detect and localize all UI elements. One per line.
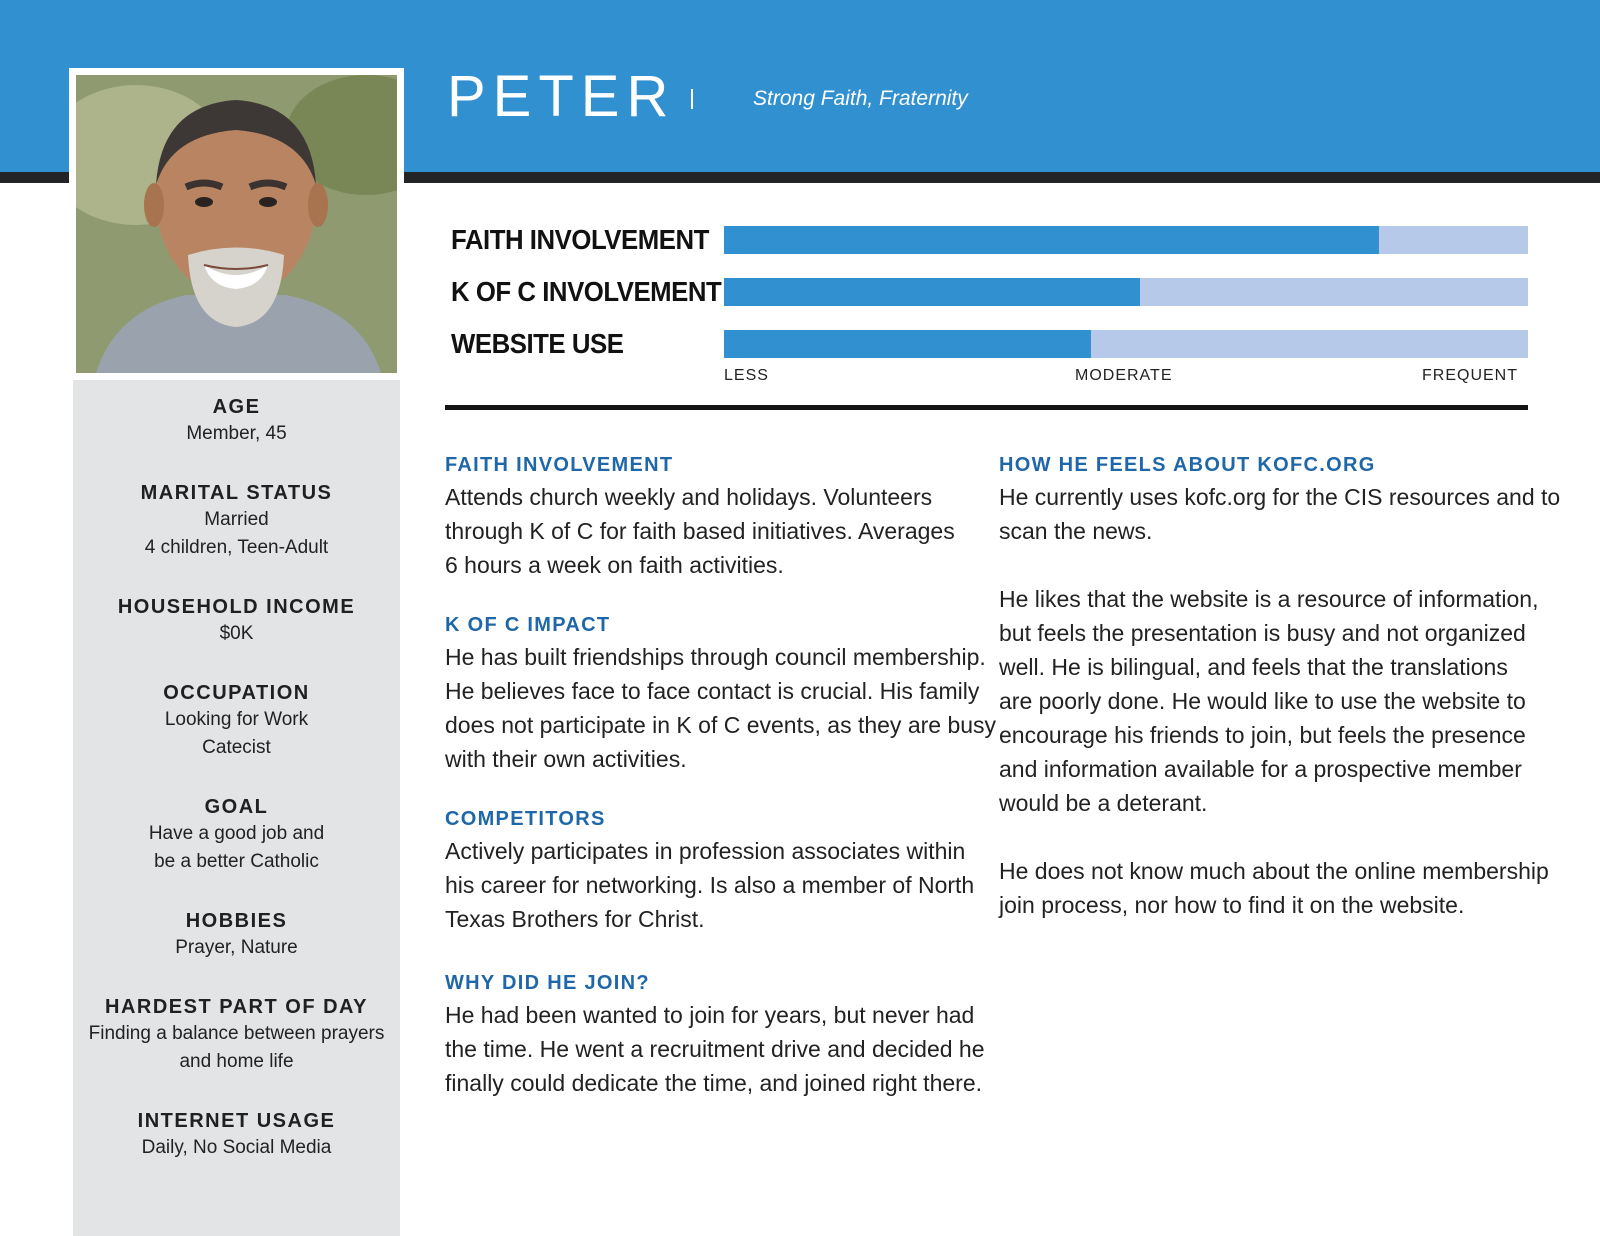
profile-label: OCCUPATION bbox=[163, 682, 310, 704]
kofc-feelings-para2: He likes that the website is a resource of information, but feels the presentation is busy and not organized well. He is bilingual, and feels that the translations are poorly done. He would like to use the website to encourage his friends to join, but feels the presence and information available for a prospective member would be a deterant. bbox=[999, 586, 1539, 816]
bar-fill-kofc bbox=[724, 278, 1140, 306]
profile-label: INTERNET USAGE bbox=[137, 1110, 336, 1132]
why-join-heading: WHY DID HE JOIN? bbox=[445, 972, 650, 994]
profile-value: Married 4 children, Teen-Adult bbox=[144, 509, 329, 558]
profile-value: Member, 45 bbox=[186, 423, 287, 444]
profile-label: MARITAL STATUS bbox=[140, 482, 333, 504]
bar-track-faith bbox=[724, 226, 1528, 254]
persona-tagline: Strong Faith, Fraternity bbox=[753, 87, 968, 110]
bar-label-faith: FAITH INVOLVEMENT bbox=[451, 224, 709, 255]
profile-value: Finding a balance between prayers and home life bbox=[88, 1023, 385, 1072]
profile-value: Looking for Work Catecist bbox=[164, 709, 309, 758]
profile-marital-status bbox=[73, 480, 400, 562]
profile-age bbox=[73, 394, 400, 448]
profile-value: Daily, No Social Media bbox=[141, 1137, 332, 1158]
bar-label-kofc: K OF C INVOLVEMENT bbox=[451, 276, 722, 307]
persona-name: PETER bbox=[447, 64, 676, 129]
header-separator bbox=[691, 89, 693, 109]
profile-value: $0K bbox=[219, 623, 254, 644]
scale-less: LESS bbox=[724, 367, 769, 384]
profile-hardest-part bbox=[73, 994, 400, 1076]
faith-involvement-body: Attends church weekly and holidays. Volunteers through K of C for faith based initiatives. Averages 6 hours a week on faith activities. bbox=[445, 484, 955, 578]
profile-label: AGE bbox=[212, 396, 261, 418]
bar-fill-faith bbox=[724, 226, 1379, 254]
competitors-heading: COMPETITORS bbox=[445, 808, 606, 830]
profile-internet-usage bbox=[73, 1108, 400, 1162]
persona-photo bbox=[76, 75, 397, 373]
kofc-impact-heading: K OF C IMPACT bbox=[445, 614, 611, 636]
kofc-feelings-para1: He currently uses kofc.org for the CIS resources and to scan the news. bbox=[999, 484, 1561, 544]
profile-household-income bbox=[73, 594, 400, 648]
bar-label-website: WEBSITE USE bbox=[451, 328, 624, 359]
profile-label: HOUSEHOLD INCOME bbox=[117, 596, 356, 618]
kofc-feelings-heading: HOW HE FEELS ABOUT KOFC.ORG bbox=[999, 454, 1376, 476]
portrait-illustration bbox=[76, 75, 397, 373]
profile-hobbies bbox=[73, 908, 400, 962]
profile-value: Prayer, Nature bbox=[175, 937, 298, 958]
bar-fill-website bbox=[724, 330, 1091, 358]
bar-track-kofc bbox=[724, 278, 1528, 306]
profile-value: Have a good job and be a better Catholic bbox=[148, 823, 325, 872]
profile-label: HARDEST PART OF DAY bbox=[105, 996, 368, 1018]
scale-frequent: FREQUENT bbox=[1422, 367, 1518, 384]
why-join-body: He had been wanted to join for years, but never had the time. He went a recruitment drive and decided he finally could dedicate the time, and joined right there. bbox=[445, 1002, 985, 1096]
profile-occupation bbox=[73, 680, 400, 762]
faith-involvement-heading: FAITH INVOLVEMENT bbox=[445, 454, 674, 476]
kofc-impact-body: He has built friendships through council membership. He believes face to face contact is crucial. His family does not participate in K of C events, as they are busy with their own activities. bbox=[445, 644, 997, 772]
bar-track-website bbox=[724, 330, 1528, 358]
scale-moderate: MODERATE bbox=[1075, 367, 1173, 384]
profile-sidebar bbox=[73, 380, 400, 1236]
profile-label: HOBBIES bbox=[185, 910, 288, 932]
section-divider bbox=[445, 405, 1528, 410]
profile-label: GOAL bbox=[204, 796, 269, 818]
profile-goal bbox=[73, 794, 400, 876]
competitors-body: Actively participates in profession associates within his career for networking. Is also a member of North Texas Brothers for Christ. bbox=[445, 838, 975, 932]
kofc-feelings-para3: He does not know much about the online membership join process, nor how to find it on the website. bbox=[999, 858, 1549, 918]
